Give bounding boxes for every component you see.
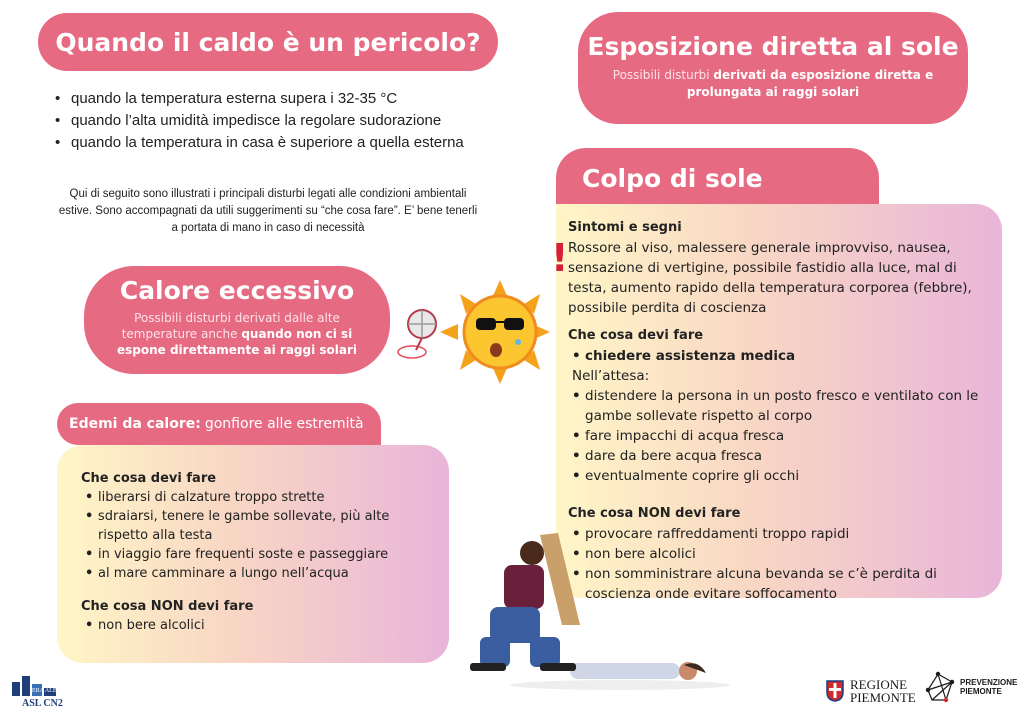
rescue-illustration bbox=[470, 525, 730, 695]
list-item: • in viaggio fare frequenti soste e passeggiare bbox=[81, 545, 425, 564]
regione-logo bbox=[826, 678, 916, 704]
edemi-dont-list bbox=[81, 616, 425, 635]
list-item: • dare da bere acqua fresca bbox=[568, 446, 990, 466]
list-item: • provocare raffreddamenti troppo rapidi bbox=[568, 524, 990, 544]
regione-line1: REGIONE bbox=[850, 677, 908, 692]
edemi-card bbox=[57, 445, 449, 663]
prevenzione-line2: PIEMONTE bbox=[960, 687, 1002, 696]
list-item: • sdraiarsi, tenere le gambe sollevate, più alte rispetto alla testa bbox=[81, 507, 425, 545]
alert-icon: ! bbox=[551, 236, 569, 280]
calore-title: Calore eccessivo bbox=[119, 276, 355, 305]
list-item: • fare impacchi di acqua fresca bbox=[568, 426, 990, 446]
colpo-symptoms-heading: Sintomi e segni bbox=[568, 220, 682, 235]
calore-subtitle-plain: Possibili disturbi derivati dalle alte temperature anche bbox=[121, 311, 340, 341]
colpo-banner bbox=[556, 148, 879, 208]
list-item: • eventualmente coprire gli occhi bbox=[568, 466, 990, 486]
calore-subtitle bbox=[84, 310, 390, 358]
list-item: • non bere alcolici bbox=[568, 544, 990, 564]
prevenzione-network-icon bbox=[924, 670, 956, 704]
colpo-title: Colpo di sole bbox=[582, 163, 763, 193]
regione-shield-icon bbox=[826, 680, 844, 702]
edemi-title-rest: gonfiore alle estremità bbox=[204, 416, 364, 432]
asl-logo-label: ASL CN2 bbox=[22, 698, 63, 709]
list-item: • al mare camminare a lungo nell’acqua bbox=[81, 564, 425, 583]
colpo-do-main-list bbox=[568, 346, 990, 366]
condition-item: • quando l’alta umidità impedisce la regolare sudorazione bbox=[55, 110, 475, 132]
colpo-symptoms-text: Rossore al viso, malessere generale improvviso, nausea, sensazione di vertigine, possibile fastidio alla luce, mal di testa, aumento rapido della temperatura corporea (febbre), possibile perdita di coscienza bbox=[568, 240, 972, 316]
edemi-banner bbox=[57, 403, 381, 445]
prevenzione-logo bbox=[924, 670, 1017, 704]
esposizione-subtitle-plain: Possibili disturbi bbox=[612, 68, 714, 82]
esposizione-subtitle bbox=[578, 67, 968, 101]
fan-icon bbox=[398, 310, 436, 358]
colpo-do-heading: Che cosa devi fare bbox=[568, 328, 704, 343]
list-item: • non somministrare alcuna bevanda se c’è perdita di coscienza onde evitare soffocamento bbox=[568, 564, 990, 604]
title-banner bbox=[38, 13, 498, 71]
colpo-dont-heading: Che cosa NON devi fare bbox=[568, 506, 741, 521]
asl-logo-top-text: ERA ALBA bbox=[32, 688, 62, 694]
edemi-do-heading: Che cosa devi fare bbox=[81, 471, 217, 486]
edemi-title-bold: Edemi da calore: bbox=[69, 416, 201, 432]
list-item: • liberarsi di calzature troppo strette bbox=[81, 488, 425, 507]
colpo-waiting-label: Nell’attesa: bbox=[572, 368, 650, 384]
colpo-waiting-list bbox=[568, 386, 990, 486]
esposizione-banner bbox=[578, 12, 968, 124]
condition-item: • quando la temperatura in casa è superiore a quella esterna bbox=[55, 132, 475, 154]
regione-line2: PIEMONTE bbox=[850, 690, 916, 705]
edemi-do-list bbox=[81, 488, 425, 583]
calore-banner bbox=[84, 266, 390, 374]
edemi-dont-heading: Che cosa NON devi fare bbox=[81, 599, 254, 614]
esposizione-subtitle-bold: derivati da esposizione diretta e prolungata ai raggi solari bbox=[686, 68, 934, 99]
condition-item: • quando la temperatura esterna supera i 32-35 °C bbox=[55, 88, 475, 110]
intro-paragraph: Qui di seguito sono illustrati i principali disturbi legati alle condizioni ambientali estive. Sono accompagnati da utili suggerimenti su “che cosa fare”. E’ bene tenerli a portata di mano in caso di necessità bbox=[58, 188, 478, 234]
sun-icon bbox=[440, 280, 550, 384]
calore-subtitle-bold: quando non ci si espone direttamente ai raggi solari bbox=[116, 327, 358, 357]
list-item: • distendere la persona in un posto fresco e ventilato con le gambe sollevate rispetto al corpo bbox=[568, 386, 990, 426]
page-title: Quando il caldo è un pericolo? bbox=[55, 27, 481, 57]
esposizione-title: Esposizione diretta al sole bbox=[587, 32, 959, 61]
prevenzione-line1: PREVENZIONE bbox=[960, 678, 1018, 687]
conditions-list bbox=[55, 88, 475, 154]
list-item: • chiedere assistenza medica bbox=[568, 346, 990, 366]
list-item: • non bere alcolici bbox=[81, 616, 425, 635]
sun-fan-illustration bbox=[392, 272, 552, 392]
